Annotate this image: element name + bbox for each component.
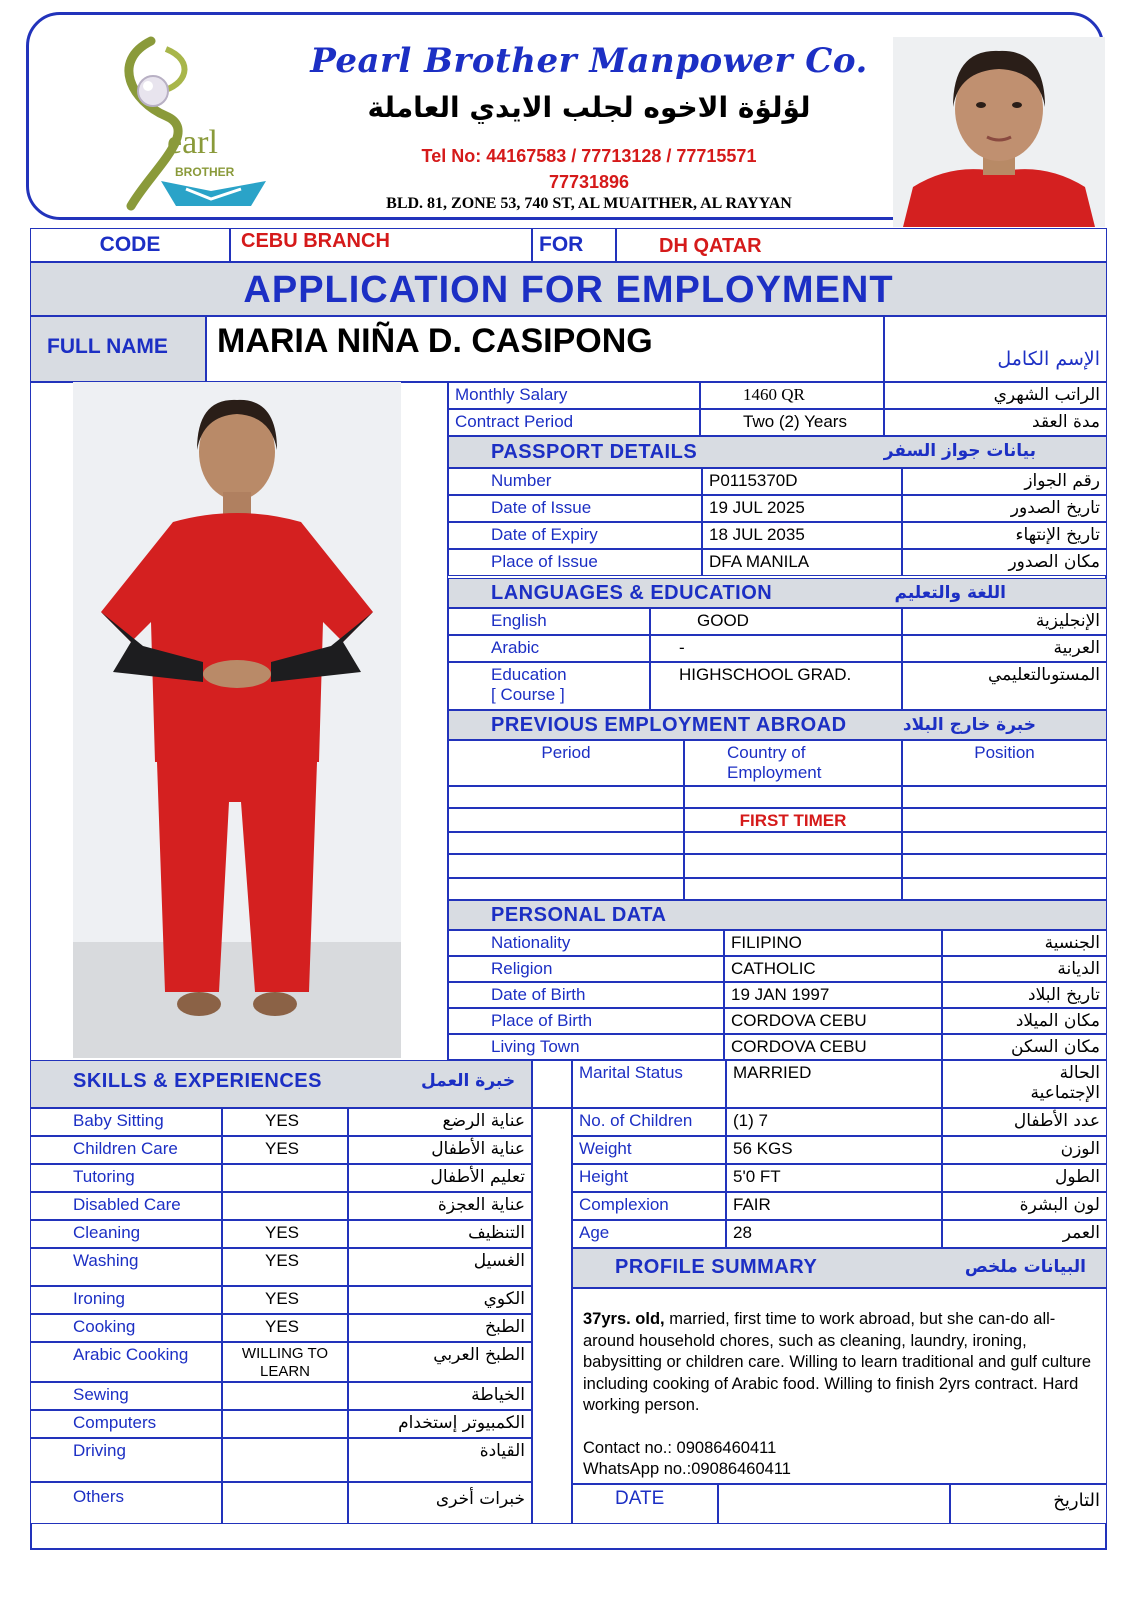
pearl-brother-logo [91,31,301,221]
position-column-header: Position [902,740,1107,786]
employment-cell [684,832,902,854]
skill-driving-arabic: القيادة [348,1438,532,1482]
employment-cell [684,786,902,808]
skill-arabic-cooking-value [222,1342,348,1382]
date-arabic: التاريخ [950,1484,1107,1524]
skill-disabled-care-value [222,1192,348,1220]
skill-cooking-arabic: الطبخ [348,1314,532,1342]
first-timer-note: FIRST TIMER [684,808,902,832]
employment-cell [448,808,684,832]
previous-employment-title-arabic: خبرة خارج البلاد [902,715,1036,735]
age-arabic: العمر [942,1220,1107,1248]
living-town-arabic: مكان السكن [942,1034,1107,1060]
date-value-field[interactable] [718,1484,950,1524]
children-count-arabic: عدد الأطفال [942,1108,1107,1136]
skill-children-care-label: Children Care [30,1136,222,1164]
education-label-line1: Education [491,665,567,684]
skill-computers-label: Computers [30,1410,222,1438]
marital-status-value: MARRIED [726,1060,942,1108]
profile-summary-header [572,1248,1107,1288]
marital-status-label: Marital Status [572,1060,726,1108]
date-of-issue-arabic: تاريخ الصدور [902,495,1107,522]
skill-washing-label: Washing [30,1248,222,1286]
passport-details-header [448,436,1107,468]
monthly-salary-label: Monthly Salary [448,382,700,409]
profile-summary-body [572,1288,1107,1484]
skill-baby-sitting-label: Baby Sitting [30,1108,222,1136]
place-of-issue-label: Place of Issue [448,549,702,576]
passport-number-label: Number [448,468,702,495]
skill-disabled-care-label: Disabled Care [30,1192,222,1220]
profile-summary-title: PROFILE SUMMARY [615,1256,818,1278]
monthly-salary-value: 1460 QR [700,382,884,409]
skill-cleaning-label: Cleaning [30,1220,222,1248]
skill-washing-value: YES [222,1248,348,1286]
country-column-line2: Employment [727,763,822,782]
date-label: DATE [572,1484,718,1524]
arabic-label: Arabic [448,635,650,662]
skill-baby-sitting-value: YES [222,1108,348,1136]
contract-period-value: Two (2) Years [700,409,884,436]
employment-cell [448,786,684,808]
passport-details-title: PASSPORT DETAILS [491,441,698,463]
previous-employment-header [448,710,1107,740]
skill-sewing-arabic: الخياطة [348,1382,532,1410]
employment-cell [448,832,684,854]
skill-sewing-value [222,1382,348,1410]
profile-summary-text [583,1309,1096,1417]
english-label: English [448,608,650,635]
passport-number-value: P0115370D [702,468,902,495]
employment-cell [448,878,684,900]
employment-cell [902,878,1107,900]
contact-number: Contact no.: 09086460411 [583,1438,777,1457]
complexion-arabic: لون البشرة [942,1192,1107,1220]
previous-employment-title: PREVIOUS EMPLOYMENT ABROAD [491,714,847,736]
telephone-line-1: Tel No: 44167583 / 77713128 / 77715571 [421,146,757,166]
skill-sewing-label: Sewing [30,1382,222,1410]
head-photo [893,37,1105,227]
weight-label: Weight [572,1136,726,1164]
living-town-value: CORDOVA CEBU [724,1034,942,1060]
height-arabic: الطول [942,1164,1107,1192]
skill-arabic-cooking-label: Arabic Cooking [30,1342,222,1382]
full-name-value: MARIA NIÑA D. CASIPONG [206,316,884,382]
education-label [448,662,650,710]
spacer-column [532,1108,572,1524]
place-of-birth-value: CORDOVA CEBU [724,1008,942,1034]
place-of-issue-value: DFA MANILA [702,549,902,576]
passport-details-title-arabic: بيانات جواز السفر [883,441,1036,461]
date-of-birth-value: 19 JAN 1997 [724,982,942,1008]
children-count-label: No. of Children [572,1108,726,1136]
employment-cell [448,854,684,878]
marital-status-arabic-line2: الإجتماعية [1030,1083,1100,1103]
skill-tutoring-value [222,1164,348,1192]
company-header [26,12,1104,220]
employment-cell [902,786,1107,808]
english-value: GOOD [650,608,902,635]
skill-tutoring-label: Tutoring [30,1164,222,1192]
profile-summary-paragraph: married, first time to work abroad, but she can-do all-around household chores, such as cleaning, laundry, ironing, babysitting or children care. Willing to learn traditional and gulf culture including cooking of Arabic food. Willing to finish 2yrs contract. Hard working person. [583,1310,1092,1414]
skill-disabled-care-arabic: عناية العجزة [348,1192,532,1220]
skill-others-value [222,1482,348,1524]
age-value: 28 [726,1220,942,1248]
arabic-arabic: العربية [902,635,1107,662]
weight-arabic: الوزن [942,1136,1107,1164]
date-of-birth-arabic: تاريخ البلاد [942,982,1107,1008]
skill-others-label: Others [30,1482,222,1524]
languages-education-header [448,578,1107,608]
for-value: DH QATAR [616,228,1107,262]
full-name-arabic: الإسم الكامل [884,316,1107,382]
english-arabic: الإنجليزية [902,608,1107,635]
personal-data-header: PERSONAL DATA [448,900,1107,930]
languages-education-title-arabic: اللغة والتعليم [894,583,1006,603]
date-of-expiry-value: 18 JUL 2035 [702,522,902,549]
education-value: HIGHSCHOOL GRAD. [650,662,902,710]
for-label: FOR [532,228,616,262]
skill-others-arabic: خبرات أخرى [348,1482,532,1524]
religion-arabic: الديانة [942,956,1107,982]
date-of-expiry-arabic: تاريخ الإنتهاء [902,522,1107,549]
date-of-issue-value: 19 JUL 2025 [702,495,902,522]
skill-washing-arabic: الغسيل [348,1248,532,1286]
living-town-label: Living Town [448,1034,724,1060]
employment-cell [902,854,1107,878]
religion-value: CATHOLIC [724,956,942,982]
height-value: 5'0 FT [726,1164,942,1192]
weight-value: 56 KGS [726,1136,942,1164]
spacer-cell [532,1060,572,1108]
place-of-birth-label: Place of Birth [448,1008,724,1034]
telephone-numbers [289,143,889,195]
complexion-value: FAIR [726,1192,942,1220]
date-of-issue-label: Date of Issue [448,495,702,522]
contract-period-arabic: مدة العقد [884,409,1107,436]
country-column-header [684,740,902,786]
skill-cleaning-arabic: التنظيف [348,1220,532,1248]
company-address: BLD. 81, ZONE 53, 740 ST, AL MUAITHER, AL RAYYAN [386,195,792,212]
full-name-label: FULL NAME [30,316,206,382]
skill-baby-sitting-arabic: عناية الرضع [348,1108,532,1136]
date-of-expiry-label: Date of Expiry [448,522,702,549]
skill-children-care-value: YES [222,1136,348,1164]
logo-text: earl [167,124,218,161]
skill-arabic-cooking-value-line2: LEARN [259,1363,311,1380]
place-of-issue-arabic: مكان الصدور [902,549,1107,576]
company-name-arabic: لؤلؤة الاخوه لجلب الايدي العاملة [367,91,811,124]
telephone-line-2: 77731896 [548,172,630,192]
monthly-salary-arabic: الراتب الشهري [884,382,1107,409]
skill-ironing-arabic: الكوي [348,1286,532,1314]
skill-cooking-label: Cooking [30,1314,222,1342]
nationality-value: FILIPINO [724,930,942,956]
skill-cooking-value: YES [222,1314,348,1342]
skill-children-care-arabic: عناية الأطفال [348,1136,532,1164]
company-name: Pearl Brother Manpower Co. [310,41,868,81]
skills-title: SKILLS & EXPERIENCES [73,1070,322,1092]
date-of-birth-label: Date of Birth [448,982,724,1008]
employment-cell [902,808,1107,832]
skill-tutoring-arabic: تعليم الأطفال [348,1164,532,1192]
skill-ironing-value: YES [222,1286,348,1314]
education-label-line2: [ Course ] [491,685,565,704]
period-column-header: Period [448,740,684,786]
place-of-birth-arabic: مكان الميلاد [942,1008,1107,1034]
passport-number-arabic: رقم الجواز [902,468,1107,495]
languages-education-title: LANGUAGES & EDUCATION [491,582,773,604]
applicant-photo [73,382,401,1058]
nationality-label: Nationality [448,930,724,956]
skill-cleaning-value: YES [222,1220,348,1248]
whatsapp-number: WhatsApp no.:09086460411 [583,1460,791,1478]
nationality-arabic: الجنسية [942,930,1107,956]
education-arabic: المستوىالتعليمي [902,662,1107,710]
skill-arabic-cooking-arabic: الطبخ العربي [348,1342,532,1382]
form-title: APPLICATION FOR EMPLOYMENT [30,262,1107,316]
marital-status-arabic [942,1060,1107,1108]
complexion-label: Complexion [572,1192,726,1220]
marital-status-arabic-line1: الحالة [1059,1063,1100,1083]
skill-driving-value [222,1438,348,1482]
children-count-value: (1) 7 [726,1108,942,1136]
country-column-line1: Country of [727,743,806,762]
logo-subtext: BROTHER [175,165,235,179]
profile-summary-title-arabic: البيانات ملخص [964,1257,1086,1277]
height-label: Height [572,1164,726,1192]
profile-summary-lead: 37yrs. old, [583,1310,665,1328]
employment-cell [684,854,902,878]
arabic-value: - [650,635,902,662]
skill-computers-value [222,1410,348,1438]
skills-header [30,1060,532,1108]
religion-label: Religion [448,956,724,982]
skill-ironing-label: Ironing [30,1286,222,1314]
employment-cell [902,832,1107,854]
contract-period-label: Contract Period [448,409,700,436]
skill-driving-label: Driving [30,1438,222,1482]
code-label: CODE [30,228,230,262]
age-label: Age [572,1220,726,1248]
skill-arabic-cooking-value-line1: WILLING TO [241,1345,329,1362]
skills-title-arabic: خبرة العمل [421,1071,516,1091]
code-value: CEBU BRANCH [230,228,532,262]
skill-computers-arabic: الكمبيوتر إستخدام [348,1410,532,1438]
employment-cell [684,878,902,900]
